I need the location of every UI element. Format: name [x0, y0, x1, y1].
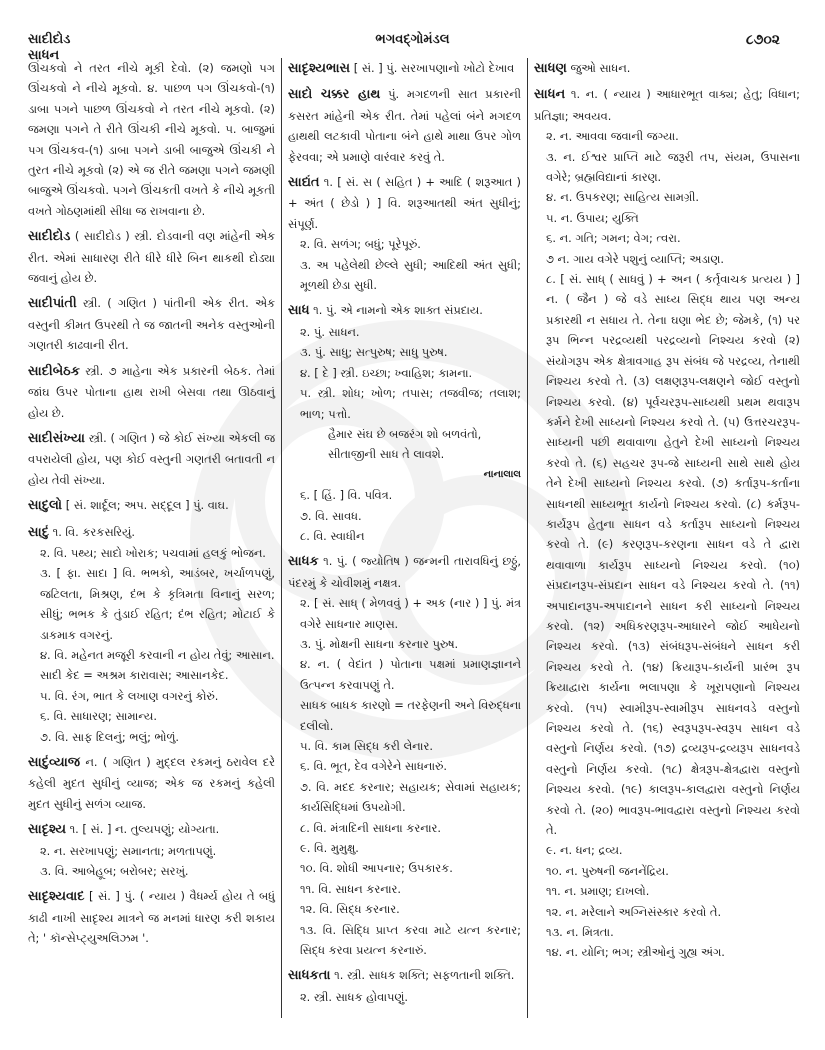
entry-first-line	[28, 495, 275, 516]
sense: ૮. વિ. સ્વાધીન	[300, 528, 365, 543]
definition: ૧. [ સં. ] ન. તુલ્યપણું; યોગ્યતા.	[69, 822, 220, 837]
definition: ૧. ન. ( ન્યાય ) આધારભૂત વાક્ય; હેતુ; વિધાન; પ્રતિજ્ઞા; અવયવ.	[534, 87, 800, 123]
headword: સાધન	[534, 87, 566, 103]
headword: સાધક	[288, 554, 319, 570]
dictionary-entry	[28, 819, 275, 881]
sense: ૧૨. ન. મરેલાને અગ્નિસંસ્કાર કરવો તે.	[546, 904, 722, 919]
headword: સાદું	[28, 524, 49, 540]
guide-word-last: સાધન	[28, 48, 60, 63]
sense: ૭. વિ. સાવધ.	[300, 508, 362, 523]
entry-first-line	[28, 752, 275, 814]
definition: [ સં. ] પું. ( ન્યાય ) વૈધર્મ્ય હોય તે બધું કાઢી નાખી સાદૃશ્ય માત્રને જ મનમાં ધારણ કરી શકાય તે; ' કૉન્સેપ્ટ્યુઅલિઝમ '.	[28, 889, 276, 946]
headword: સાદૃશ્યભાસ	[288, 61, 351, 76]
sense: ૩. અ પહેલેથી છેલ્લે સુધી; આદિથી અંત સુધી; મૂળથી છેડા સુધી.	[300, 257, 521, 293]
dictionary-entry	[28, 226, 275, 288]
entry-first-line	[288, 551, 521, 593]
dictionary-entry	[28, 752, 275, 814]
dictionary-entry	[288, 965, 521, 1007]
sense: ૩. વિ. આબેહૂબ; બરોબર; સરખું.	[40, 864, 189, 879]
sense: ૮. [ સં. સાધ્ ( સાધવું ) + અન ( કર્તૃવાચક પ્રત્યય ) ] ન. ( જૈન ) જે વડે સાધ્ય સિદ્ધ થાય પણ અન્ય પ્રકારથી ન સધાય તે. તેના ઘણા ભેદ છે; જેમકે, (૧) પર રૂપ ભિન્ન પરદ્રવ્યથી પરદ્રવ્યનો નિશ્ચય કરવો (૨) સંયોગરૂપ એક ક્ષેત્રાવગાહ રૂપ સંબંધ જે પરદ્રવ્ય, તેનાથી નિશ્ચય કરવો તે. (૩) લક્ષણરૂપ-લક્ષણને જોઈ વસ્તુનો નિશ્ચય કરવો. (૪) પૂર્વચરરૂપ-સાધ્યથી પ્રથમ થવારૂપ કર્મને દેખી સાધ્યનો નિશ્ચય કરવો તે. (૫) ઉત્તરચરરૂપ-સાધ્યની પછી થવાવાળા હેતુને દેખી સાધ્યનો નિશ્ચય કરવો તે. (૬) સહચર રૂપ-જે સાધ્યની સાથે સાથે હોય તેને દેખી સાધ્યનો નિશ્ચય કરવો. (૭) કર્તારૂપ-કર્તાના સાધનથી સાધ્યભૂત કાર્યનો નિશ્ચય કરવો. (૮) કર્મરૂપ-કાર્યરૂપ હેતુના સાધન વડે કર્તારૂપ સાધ્યનો નિશ્ચય કરવો તે. (૯) કરણરૂપ-કરણના સાધન વડે તે દ્વારા થવાવાળા કાર્યરૂપ સાધ્યનો નિશ્ચય કરવો. (૧૦) સંપ્રદાનરૂપ-સંપ્રદાન સાધન વડે નિશ્ચય કરવો તે. (૧૧) અપાદાનરૂપ-અપાદાનને સાધન કરી સાધ્યનો નિશ્ચય કરવો. (૧૨) અધિકરણરૂપ-આધારને જોઈ આધેયનો નિશ્ચય કરવો. (૧૩) સંબંધરૂપ-સંબંધને સાધન કરી નિશ્ચય કરવો તે. (૧૪) ક્રિયારૂપ-કાર્યની પ્રારંભ રૂપ ક્રિયાદ્વારા કાર્યના ભલાપણા કે ખૂરાપણાનો નિશ્ચય કરવો. (૧૫) સ્વામીરૂપ-સ્વામીરૂપ સાધનવડે વસ્તુનો નિશ્ચય કરવો તે. (૧૬) સ્વરૂપરૂપ-સ્વરૂપ સાધન વડે વસ્તુનો નિર્ણય કરવો. (૧૭) દ્રવ્યરૂપ-દ્રવ્યરૂપ સાધનવડે વસ્તુનો નિર્ણય કરવો. (૧૮) ક્ષેત્રરૂપ-ક્ષેત્રદ્વારા વસ્તુનો નિશ્ચય કરવો. (૧૯) કાલરૂપ-કાલદ્વારા વસ્તુનો નિર્ણય કરવો તે. (૨૦) ભાવરૂપ-ભાવદ્વારા વસ્તુનો નિશ્ચય કરવો તે.	[546, 272, 800, 838]
sense: સાધક બાધક કારણો = તરફેણની અને વિરુદ્ધના દલીલો.	[300, 698, 521, 733]
continued-text: ઊંચકવો ને તરત નીચે મૂકી દેવો. (૨) જમણો પગ ઊંચકવો ને નીચે મૂકવો. ૪. પાછળ પગ ઊંચકવો-(૧) ડાબા પગને પાછળ ઊંચકવો ને તરત નીચે મૂકવો. (૨) જમણા પગને તે રીતે ઊંચકી નીચે મૂકવો. ૫. બાજુમાં પગ ઊંચકવ-(૧) ડાબા પગને ડાબી બાજુએ ઊંચકી ને તુરત નીચે મૂકવો (૨) એ જ રીતે જમણા પગને જમણી બાજુએ ઊંચકવો. પગને ઊંચકતી વખતે કે નીચે મૂકતી વખતે ગોઠણમાંથી સીધા જ રાખવાના છે.	[28, 61, 275, 218]
sense: ૬. વિ. ભૂત, દેવ વગેરેને સાધનારું.	[300, 759, 448, 774]
quote-line: હૈમાર સંઘ છે બજરંગ શો બળવંતો,	[328, 426, 482, 441]
sense: ૪. [ દે ] સ્ત્રી. ઇચ્છા; ખ્વાહિશ; કામના.	[300, 365, 473, 380]
entry-first-line	[28, 293, 275, 355]
sense: ૭. વિ. સાફ દિલનું; ભલું; ભોળું.	[40, 729, 179, 744]
definition: [ સં. શાર્દૂલ; અપ. સદ્દૂલ ] પું. વાઘ.	[65, 498, 229, 513]
entry-first-line	[288, 300, 521, 321]
headword: સાદીદોડ	[28, 229, 71, 245]
sense: ૨. સ્ત્રી. સાધક હોવાપણું.	[300, 989, 408, 1004]
sense: ૨. વિ. સળંગ; બધું; પૂરેપૂરું.	[300, 237, 421, 252]
quotation	[288, 424, 521, 485]
sense: ૫. સ્ત્રી. શોધ; ખોળ; તપાસ; તજવીજ; તલાશ; ભાળ; પત્તો.	[300, 386, 521, 421]
headword: સાધણ	[534, 61, 567, 76]
dictionary-entry	[28, 361, 275, 423]
entry-first-line	[288, 965, 521, 986]
page-title: ભગવદ્ગોમંડલ	[375, 32, 450, 47]
entry-first-line	[28, 361, 275, 423]
definition: ( સાદીદોડ ) સ્ત્રી. દોડવાની વણ માંહેની એક રીત. એમાં સાધારણ રીતે ધીરે ધીરે બિન થાકથી દોડ્યા જવાનું હોય છે.	[28, 229, 275, 286]
definition: ૧. પું. ( જ્યોતિષ ) જન્મની તારાવધિનું છઠ્ઠું, પંદરમું કે ચોવીશમું નક્ષત્ર.	[288, 554, 521, 590]
entry-first-line	[534, 84, 800, 126]
dictionary-entry	[288, 58, 521, 79]
sense: ૯. ન. ધન; દ્રવ્ય.	[546, 843, 623, 858]
definition: પું. મગદળની સાત પ્રકારની કસરત માંહેની એક રીત. તેમાં પહેલાં બંને મગદળ હાથથી લટકાવી પોતાના બંને હાથે માથા ઉપર ગોળ ફેરવવા; એ પ્રમાણે વારંવાર કરવું તે.	[288, 87, 522, 164]
dictionary-entry	[288, 551, 521, 960]
entry-first-line	[28, 226, 275, 288]
dictionary-entry	[28, 58, 275, 221]
definition: જુઓ સાધન.	[570, 61, 631, 75]
sense: ૮. વિ. મંત્રાદિની સાધના કરનાર.	[300, 820, 442, 835]
dictionary-entry	[28, 522, 275, 747]
headword: સાદો ચક્કર હાથ	[288, 87, 381, 103]
definition: ન. ( ગણિત ) મુદ્દલ રકમનું ઠરાવેલ દરે કહેલી મુદત સુધીનું વ્યાજ; એક જ રકમનું કહેલી મુદત સુધીનું સળંગ વ્યાજ.	[28, 755, 276, 811]
headword: સાદીબેઠક	[28, 363, 80, 379]
page-header	[0, 10, 825, 63]
headword: સાધકતા	[288, 968, 331, 984]
sense: સાદી કેદ = અશ્રમ કારાવાસ; આસાનકેદ.	[40, 668, 229, 683]
definition: [ સં. ] પું. સરખાપણાનો ખોટો દેખાવ	[353, 61, 515, 75]
dictionary-entry	[534, 58, 800, 79]
sense: ૩. ન. ઈશ્વર પ્રાપ્તિ માટે જરૂરી તપ, સંયમ, ઉપાસના વગેરે; બ્રહ્મવિદ્યાનાં કારણ.	[546, 149, 800, 185]
headword: સાધ	[288, 303, 310, 319]
headword: સાદીપાંતી	[28, 296, 77, 312]
definition: સ્ત્રી. ૭ માહેના એક પ્રકારની બેઠક. તેમાં જાંઘ ઉપર પોતાના હાથ રાખી બેસવા તથા ઊઠવાનું હોય છે.	[28, 363, 275, 420]
sense: ૨. વિ. પથ્ય; સાદો ખોરાક; પચવામાં હલકું ભોજન.	[40, 545, 266, 560]
sense: ૩. પું. મોક્ષની સાધના કરનાર પુરુષ.	[300, 636, 459, 651]
sense: ૧૦. ન. પુરુષની જનનેંદ્રિય.	[546, 863, 669, 878]
sense: ૩. પું. સાધુ; સત્પુરુષ; સાધુ પુરુષ.	[300, 345, 448, 360]
definition: ૧. વિ. કરકસરિયું.	[52, 524, 135, 539]
sense: ૨. પું. સાધન.	[300, 324, 360, 339]
dictionary-entry	[288, 172, 521, 295]
headword: સાદીસંખ્યા	[28, 430, 85, 446]
sense: ૯. વિ. મુમુક્ષુ.	[300, 841, 359, 856]
definition: ૧. સ્ત્રી. સાધક શક્તિ; સફળતાની શક્તિ.	[334, 968, 515, 983]
sense: ૩. [ ફા. સાદા ] વિ. ભભકો, આડંબર, ખર્ચાળપણું, જટિલતા, મિશ્રણ, દંભ કે કૃત્રિમતા વિનાનું સરળ; સીધું; ભભક કે તુંડાઈ રહિત; દંભ રહિત; મોટાઈ કે ડાકમાક વગરનું.	[40, 566, 275, 642]
sense: ૪. વિ. મહેનત મજૂરી કરવાની ન હોય તેવું; આસાન.	[40, 647, 275, 662]
quote-line: સીતાજીની સાધ તે લાવશે.	[328, 447, 445, 462]
entry-first-line	[288, 58, 521, 79]
headword: સાદ્યંત	[288, 175, 320, 191]
dictionary-entry	[28, 293, 275, 355]
sense: ૬. [ હિં. ] વિ. પવિત્ર.	[300, 488, 393, 503]
headword: સાદૃશ્ય	[28, 822, 66, 838]
sense: ૧૧. ન. પ્રમાણ; દાખલો.	[546, 884, 650, 899]
sense: ૧૪. ન. યોનિ; ભગ; સ્ત્રીઓનું ગુહ્ય અંગ.	[546, 945, 725, 960]
sense: ૨. ન. આવવા જવાની જગ્યા.	[546, 129, 679, 144]
sense: ૪. ન. ( વેદાંત ) પોતાના પક્ષમાં પ્રમાણજ્ઞાનને ઉત્પન્ન કરવાપણું તે.	[300, 657, 521, 692]
sense: ૬. ન. ગતિ; ગમન; વેગ; ત્વરા.	[546, 231, 681, 246]
guide-word-first: સાદીદોડ	[28, 32, 71, 47]
column-2	[282, 58, 528, 1018]
entry-first-line	[288, 172, 521, 234]
entry-first-line	[28, 886, 275, 948]
definition: સ્ત્રી. ( ગણિત ) પાંતીની એક રીત. એક વસ્તુની કીમત ઉપરથી તે જ જાતની અનેક વસ્તુઓની ગણતરી કાઢવાની રીત.	[28, 296, 275, 353]
dictionary-columns	[28, 58, 800, 1018]
sense: ૨. ન. સરખાપણું; સમાનતા; મળતાપણું.	[40, 843, 217, 858]
definition: ૧. પું. એ નામનો એક શાક્ત સંપ્રદાય.	[313, 303, 483, 318]
sense: ૫. વિ. કામ સિદ્ધ કરી લેનાર.	[300, 739, 433, 753]
column-1	[28, 58, 282, 1018]
dictionary-entry	[288, 84, 521, 167]
dictionary-entry	[288, 300, 521, 546]
entry-first-line	[534, 58, 800, 79]
sense: ૬. વિ. સાધારણ; સામાન્ય.	[40, 709, 157, 724]
sense: ૧૩. વિ. સિદ્ધિ પ્રાપ્ત કરવા માટે યત્ન કરનાર; સિદ્ધ કરવા પ્રયત્ન કરનારું.	[300, 922, 521, 958]
dictionary-entry	[28, 428, 275, 490]
quote-author: નાનાલાલ	[483, 468, 521, 480]
sense: ૫. ન. ઉપાય; યુક્તિ	[546, 210, 639, 225]
entry-first-line	[28, 428, 275, 490]
sense: ૭. વિ. મદદ કરનાર; સહાયક; સેવામાં સહાયક; કાર્યસિદ્ધિમાં ઉપયોગી.	[300, 779, 521, 815]
sense: ૧૩. ન. મિત્રતા.	[546, 925, 614, 940]
sense: ૭ ન. ગાય વગેરે પશુનું વ્યાપ્તિ; અડાણ.	[546, 251, 724, 266]
headword: સાદુંવ્યાજ	[28, 755, 81, 770]
dictionary-entry	[534, 84, 800, 962]
sense: ૧૦. વિ. શોધી આપનાર; ઉપકારક.	[300, 861, 453, 876]
sense: ૨. [ સં. સાધ્ ( મેળવવું ) + અક (નાર ) ] પું. મંત્ર વગેરે સાધનાર માણસ.	[300, 596, 521, 631]
column-3	[528, 58, 800, 1018]
sense: ૫. વિ. રંગ, ભાત કે લખાણ વગરનું કોરું.	[40, 688, 219, 703]
sense: ૪. ન. ઉપકરણ; સાહિત્ય સામગ્રી.	[546, 190, 700, 205]
dictionary-entry	[28, 886, 275, 948]
headword: સાદુલો	[28, 498, 63, 514]
entry-first-line	[28, 819, 275, 840]
entry-first-line	[28, 522, 275, 543]
sense: ૧૨. વિ. સિદ્ધ કરનાર.	[300, 902, 400, 917]
definition: ૧. [ સં. સ ( સહિત ) + આદિ ( શરૂઆત ) + અંત ( છેડો ) ] વિ. શરૂઆતથી અંત સુધીનું; સંપૂર્ણ.	[288, 175, 521, 231]
headword: સાદૃશ્યવાદ	[28, 889, 85, 905]
definition: સ્ત્રી. ( ગણિત ) જે કોઈ સંખ્યા એકલી જ વપરાયેલી હોય, પણ કોઈ વસ્તુની ગણતરી બતાવતી ન હોય તેવી સંખ્યા.	[28, 430, 276, 487]
page-number: ૮૭૦૨	[745, 32, 780, 48]
entry-first-line	[288, 84, 521, 167]
sense: ૧૧. વિ. સાધન કરનાર.	[300, 881, 401, 896]
dictionary-entry	[28, 495, 275, 516]
